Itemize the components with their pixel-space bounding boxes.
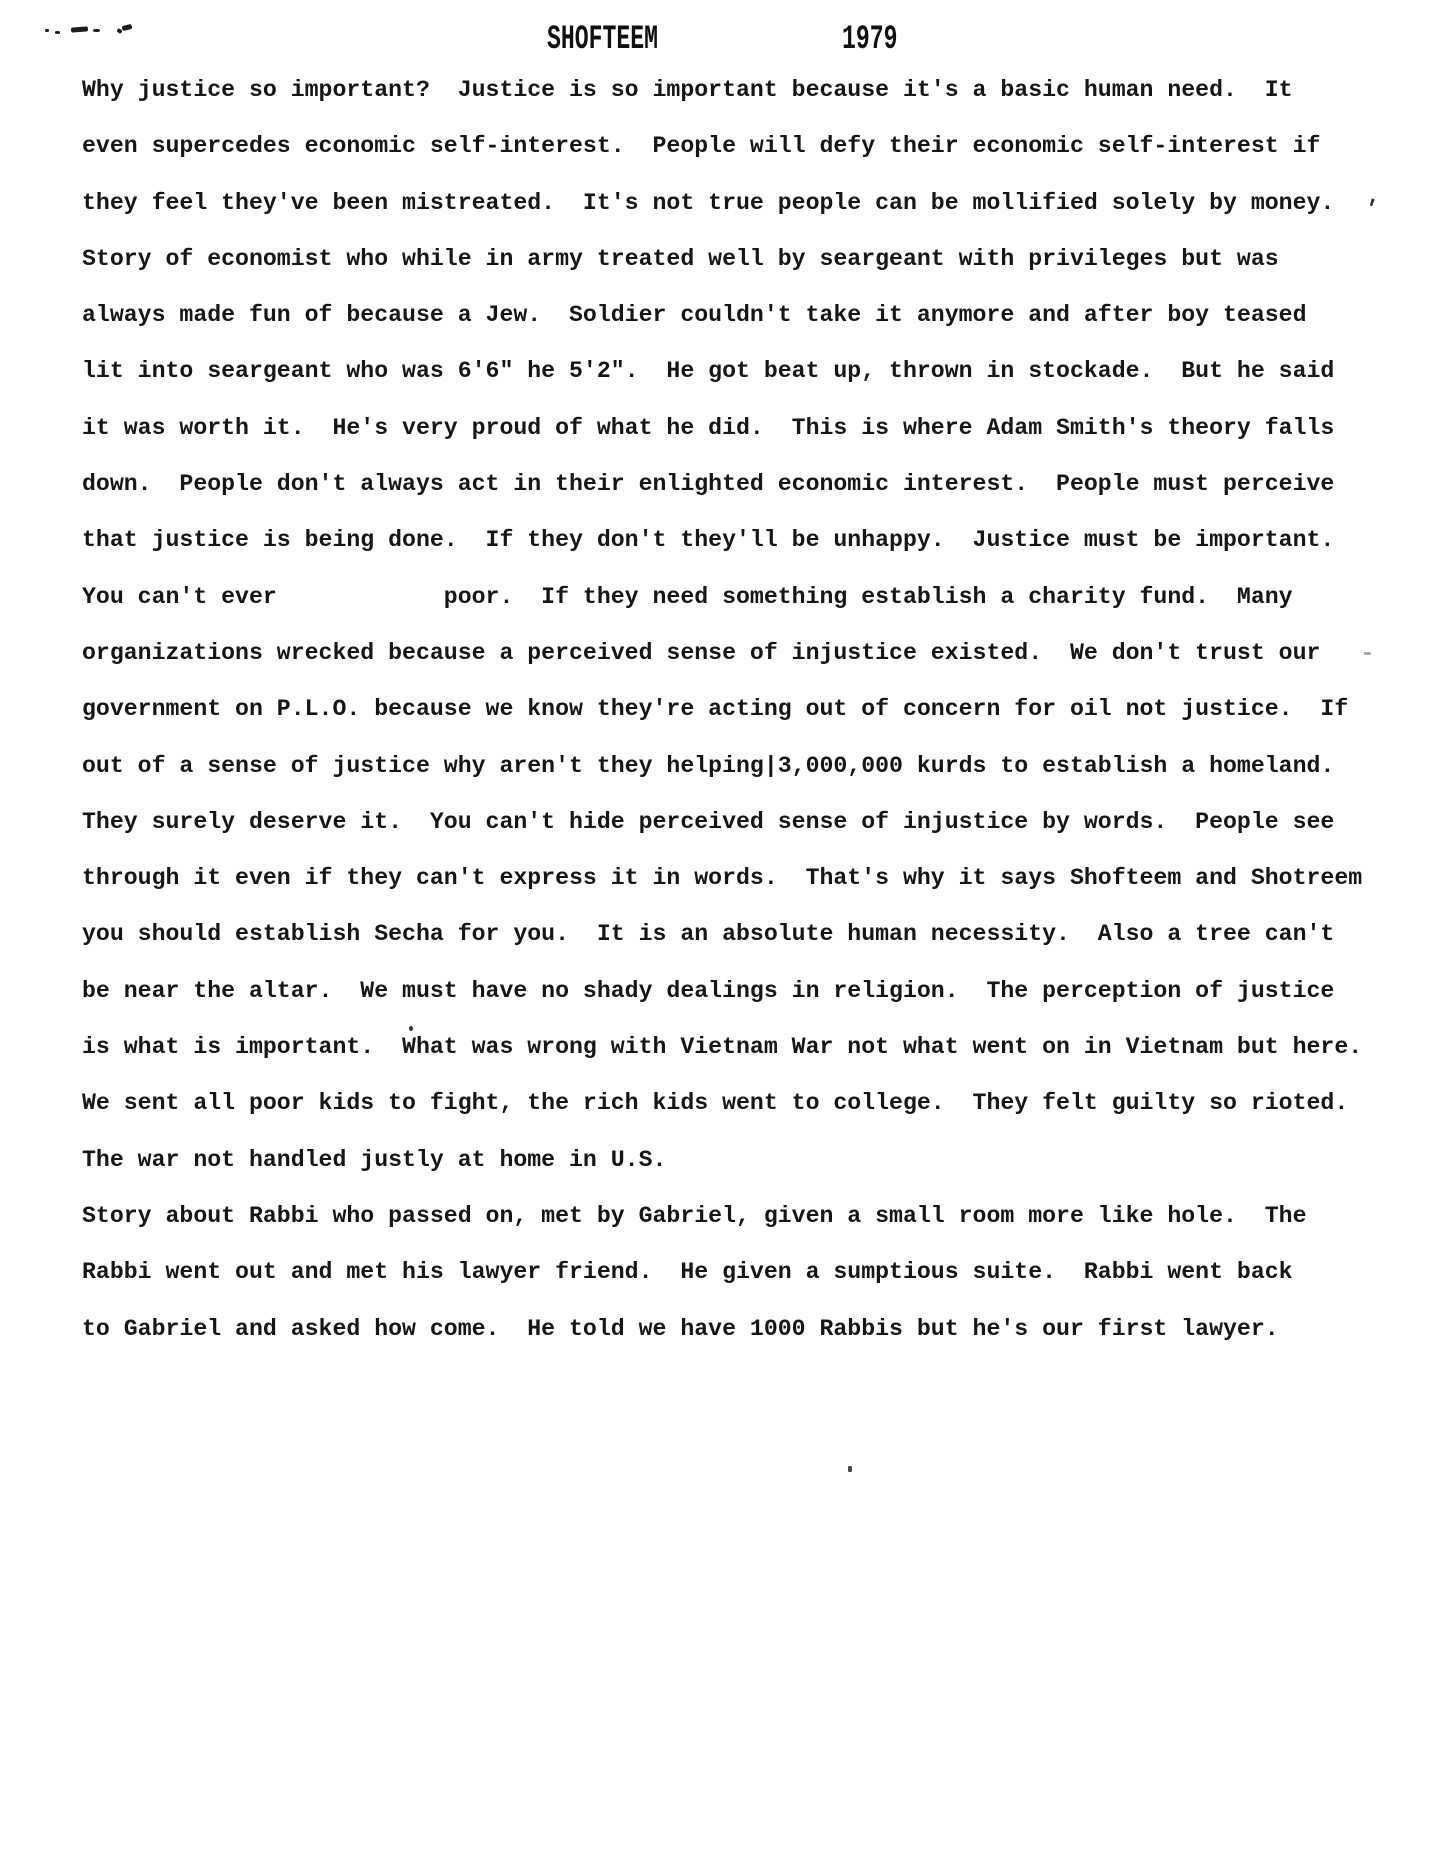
ink-speck <box>848 1466 852 1472</box>
text-line: organizations wrecked because a perceived sense of injustice existed. We don't trust our <box>82 639 1321 666</box>
pencil-mark <box>55 31 60 34</box>
ink-smudge <box>1364 652 1371 655</box>
text-line: even supercedes economic self-interest. People will defy their economic self-interest if <box>82 133 1321 160</box>
document-body <box>82 62 1362 1357</box>
page-year: 1979 <box>842 21 898 59</box>
stray-apostrophe-mark: ' <box>1359 194 1381 224</box>
text-line: Story about Rabbi who passed on, met by Gabriel, given a small room more like hole. The <box>82 1202 1307 1229</box>
pencil-mark <box>45 29 49 32</box>
pencil-mark <box>122 24 133 31</box>
page-title: SHOFTEEM <box>547 21 658 59</box>
text-line: out of a sense of justice why aren't they helping|3,000,000 kurds to establish a homeland. <box>82 752 1335 779</box>
text-line: to Gabriel and asked how come. He told we have 1000 Rabbis but he's our first lawyer. <box>82 1315 1279 1342</box>
text-line: Story of economist who while in army treated well by seargeant with privileges but was <box>82 245 1279 272</box>
text-line: is what is important. What was wrong with Vietnam War not what went on in Vietnam but here. <box>82 1034 1363 1061</box>
text-line: The war not handled justly at home in U.S. <box>82 1146 667 1173</box>
text-line: through it even if they can't express it in words. That's why it says Shofteem and Shotreem <box>82 865 1363 892</box>
text-line: you should establish Secha for you. It is an absolute human necessity. Also a tree can't <box>82 921 1335 948</box>
text-line: Why justice so important? Justice is so important because it's a basic human need. It <box>82 77 1293 103</box>
text-line: They surely deserve it. You can't hide perceived sense of injustice by words. People see <box>82 808 1335 835</box>
text-line: You can't ever poor. If they need something establish a charity fund. Many <box>82 583 1293 610</box>
text-line: that justice is being done. If they don't they'll be unhappy. Justice must be important. <box>82 527 1335 554</box>
text-line: always made fun of because a Jew. Soldier couldn't take it anymore and after boy teased <box>82 302 1307 329</box>
ink-speck <box>409 1026 413 1031</box>
text-line: lit into seargeant who was 6'6" he 5'2". He got beat up, thrown in stockade. But he said <box>82 358 1335 385</box>
text-line: We sent all poor kids to fight, the rich kids went to college. They felt guilty so rioted. <box>82 1090 1349 1117</box>
text-line: down. People don't always act in their enlighted economic interest. People must perceive <box>82 471 1335 498</box>
text-line: it was worth it. He's very proud of what he did. This is where Adam Smith's theory falls <box>82 414 1335 441</box>
text-line: be near the altar. We must have no shady dealings in religion. The perception of justice <box>82 977 1335 1004</box>
text-line: Rabbi went out and met his lawyer friend. He given a sumptious suite. Rabbi went back <box>82 1259 1293 1286</box>
pencil-mark <box>71 26 88 32</box>
pencil-mark <box>93 29 100 32</box>
text-line: they feel they've been mistreated. It's not true people can be mollified solely by money. <box>82 189 1335 216</box>
text-line: government on P.L.O. because we know they're acting out of concern for oil not justice. If <box>82 696 1349 723</box>
